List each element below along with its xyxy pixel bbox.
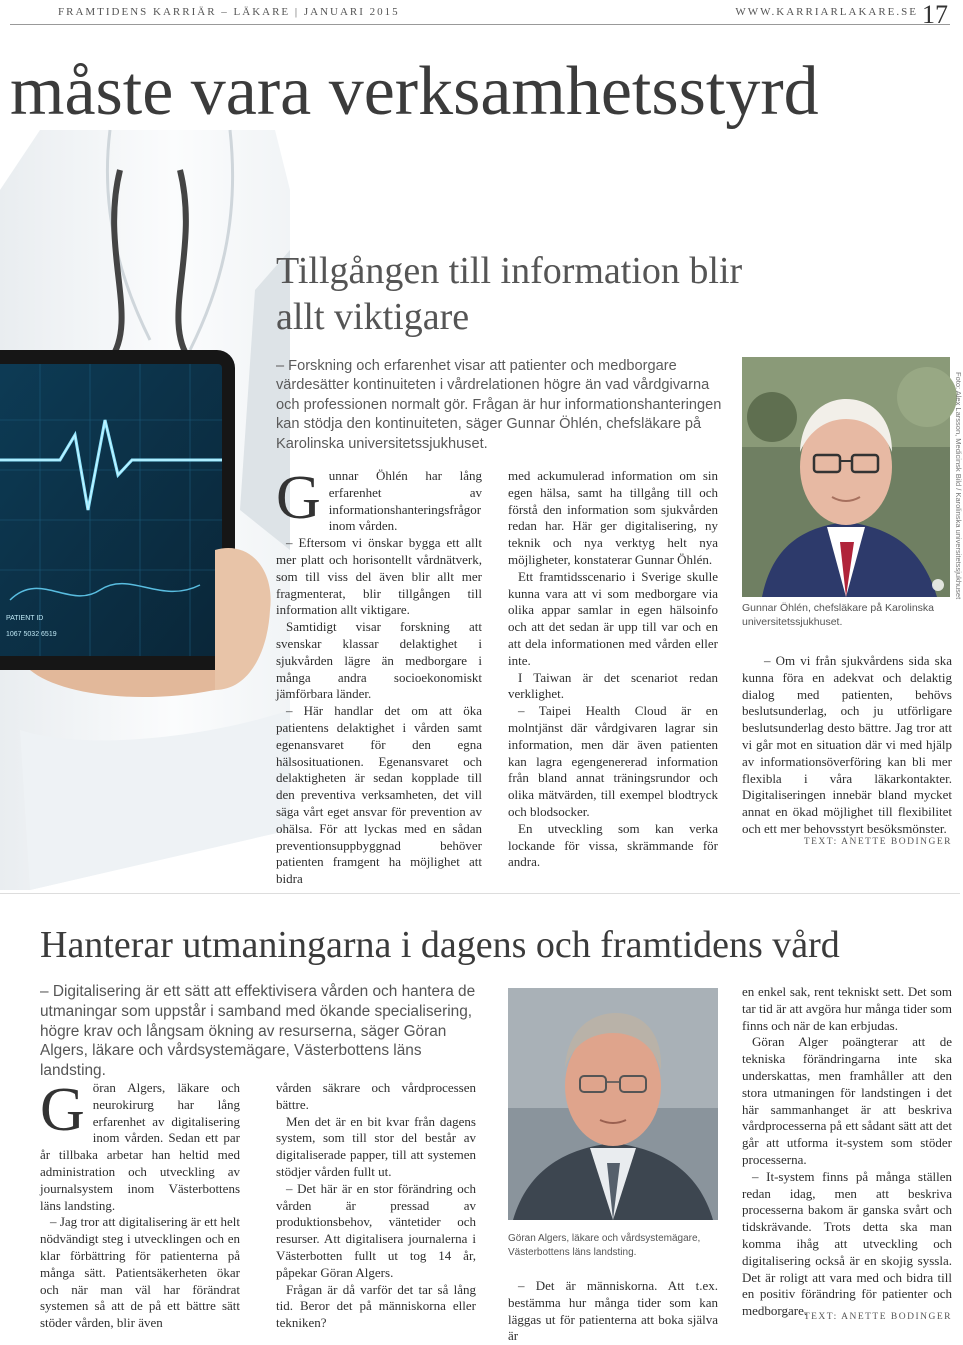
running-header-left: FRAMTIDENS KARRIÄR – LÄKARE | JANUARI 2015 <box>58 6 400 18</box>
photo-credit: Foto: Alex Larsson, Medicinsk Bild / Karolinska universitetssjukhuset <box>954 372 963 600</box>
article2-column-2 <box>276 1080 476 1332</box>
article2-col2-p3: – Det här är en stor förändring och vården är pressad av produktionsbehov, väntetider och resurser. Att digitalisera journalerna i Västerbotten fullt ut tog 14 år, påpekar Göran Algers. <box>276 1180 476 1280</box>
article2-col4-p3: – It-system finns på många ställen redan idag, men att beskriva processerna bakom är ganska svårt och tidskrävande. Trots detta ska man komma ihåg att utveckling och digitalisering också är en skojig syssla. Det är roligt att vara med och bidra till en positiv förändring för patienter och medborgare. <box>742 1168 952 1319</box>
article2-col1-p2: – Jag tror att digitalisering är ett helt nödvändigt steg i utvecklingen och en klar förbättring för patienterna på många sätt. Patientsäkerheten ökar och när man väl har förändrat systemen så att de på ett bättre sätt stöder vården, blir även <box>40 1214 240 1331</box>
article2-col2-p4: Frågan är då varför det tar så lång tid. Beror det på människorna eller tekniken? <box>276 1281 476 1331</box>
article1-col2-p3: I Taiwan är det scenariot redan verklighet. <box>508 669 718 702</box>
article2-column-4 <box>742 984 952 1320</box>
gunnar-ohlen-portrait <box>742 357 950 597</box>
article2-col3-p1: – Det är människorna. Att t.ex. bestämma hur många tider som kan läggas ut för patienterna att boka själva är <box>508 1278 718 1344</box>
page-number: 17 <box>922 0 948 29</box>
article2-col2-p2: Men det är en bit kvar från dagens system, som till stor del består av digitaliserade papper, till att systemen stödjer vården fullt ut. <box>276 1113 476 1179</box>
article2-heading: Hanterar utmaningarna i dagens och framtidens vård <box>40 924 840 966</box>
article2-column-1 <box>40 1076 240 1332</box>
tablet-patient-label: PATIENT ID <box>6 615 44 622</box>
article2-col4-p1: en enkel sak, rent tekniskt sett. Det som tar tid är att avgöra hur många tider som finns och när de kan erbjudas. <box>742 984 952 1033</box>
article1-col2-p5: En utveckling som kan verka lockande för vissa, skrämmande för andra. <box>508 820 718 870</box>
doctor-tablet-photo <box>0 130 290 890</box>
goran-algers-portrait <box>508 988 718 1220</box>
header-rule <box>10 24 950 25</box>
article1-col1-first: unnar Öhlén har lång erfarenhet av informationshanteringsfrågor inom vården. <box>328 468 482 534</box>
tablet-screen <box>0 364 222 656</box>
tablet-patient-code: 1067 5032 6519 <box>6 631 57 638</box>
article1-col1-p2: – Eftersom vi önskar bygga ett allt mer platt och horisontellt vårdnätverk, som till viss del även blir allt mer fragmenterat, blir tillgången till information allt viktigare. <box>276 535 482 618</box>
article1-col2-p2: Ett framtidsscenario i Sverige skulle kunna vara att vi som medborgare via olika appar samlar in egen hälsoinfo och att det sedan är upp till var och en att dela informationen med vården eller inte. <box>508 568 718 668</box>
article1-ingress: – Forskning och erfarenhet visar att patienter och medborgare värdesätter kontinuiteten i vårdrelationen högre än vad vårdgivarna och professionen normalt gör. Frågan är hur informationshanteringen kan stödja den kontinuiteten, säger Gunnar Öhlén, chefsläkare på Karolinska universitetssjukhuset. <box>276 358 722 452</box>
article2-col1-first: öran Algers, läkare och neurokirurg har lång erfarenhet av digitalisering inom vården. Sedan ett par år tillbaka arbetar han heltid med administration och utveckling av journalsystem inom Västerbottens läns landsting. <box>40 1080 240 1213</box>
article1-column-1 <box>276 464 482 888</box>
portrait1-caption: Gunnar Öhlén, chefsläkare på Karolinska universitetssjukhuset. <box>742 602 935 628</box>
article1-col1-p4: – Här handlar det om att öka patientens delaktighet i vården samt egenansvaret för den egna hälsosituationen. Egenansvaret och delaktigheten är sedan kopplade till den preventiva verksamheten, det vill säga vårt eget ansvar för prevention av ohälsa. För att lyckas med en sådan preventionsuppbyggnad behöver patienten framgent ha möjlighet att bidra <box>276 703 482 887</box>
article1-col2-p1: med ackumulerad information om sin egen hälsa, samt ha tillgång till och förstå den information som sjukvården redan har. Här ger digitalisering, ny teknik och nya verktyg helt nya möjligheter, konstaterar Gunnar Öhlén. <box>508 468 718 567</box>
drop-cap: G <box>40 1076 85 1144</box>
article1-col2-p4: – Taipei Health Cloud är en molntjänst där vårdgivaren lagrar sin information, men där även patienten kan lagra egengenererad information från bland annat träningsrundor och olika mätvärden, till exempel blodtryck och blodsocker. <box>508 703 718 819</box>
article2-col2-p1: vården säkrare och vårdprocessen bättre. <box>276 1080 476 1112</box>
article1-byline: TEXT: ANETTE BODINGER <box>803 837 952 847</box>
running-header <box>58 6 918 18</box>
page-title: måste vara verksamhetsstyrd <box>10 53 819 130</box>
article2-column-3 <box>508 1278 718 1345</box>
drop-cap: G <box>276 464 321 532</box>
article2-byline: TEXT: ANETTE BODINGER <box>803 1312 952 1322</box>
article2-ingress: – Digitalisering är ett sätt att effektivisera vården och hantera de utmaningar som uppstår i samband med ökande specialisering, högre krav och långsam ökning av resurserna, säger Göran Algers, läkare och vårdsystemägare, Västerbottens läns landsting. <box>40 983 476 1080</box>
article1-col1-p3: Samtidigt visar forskning att svenskar klassar delaktighet i sjukvården lägre än medborgare i många andra socioekonomiskt jämförbara länder. <box>276 619 482 702</box>
portrait2-caption: Göran Algers, läkare och vårdsystemägare, Västerbottens läns landsting. <box>508 1233 701 1258</box>
article2-col4-p2: Göran Alger poängterar att de tekniska förändringarna inte ska underskattas, men framhåller att den stora utmaningen för landstingen i det här sammanhanget är att beskriva vårdprocesserna på ett sådant sätt att det går att utforma it-system som stöder processerna. <box>742 1034 952 1167</box>
article1-heading: Tillgången till information blir allt viktigare <box>276 250 743 338</box>
article1-column-2 <box>508 468 718 871</box>
running-header-url: WWW.KARRIARLAKARE.SE <box>735 6 918 18</box>
article-separator <box>0 893 960 894</box>
article1-column-3 <box>742 653 952 838</box>
article1-col3-p1: – Om vi från sjukvårdens sida ska kunna föra en adekvat och delaktig dialog med patienten, behövs beslutsunderlag, och ju utförligare beslutsunderlag desto bättre. Jag tror att vi går mot en situation där vi med hjälp av informationsöverföring kan bli mer flexibla i våra läkarkontakter. Digitaliseringen innebär bland mycket annat en ökad möjlighet till flexibilitet och ett mer behovsstyrt besöksmönster. <box>742 653 952 836</box>
